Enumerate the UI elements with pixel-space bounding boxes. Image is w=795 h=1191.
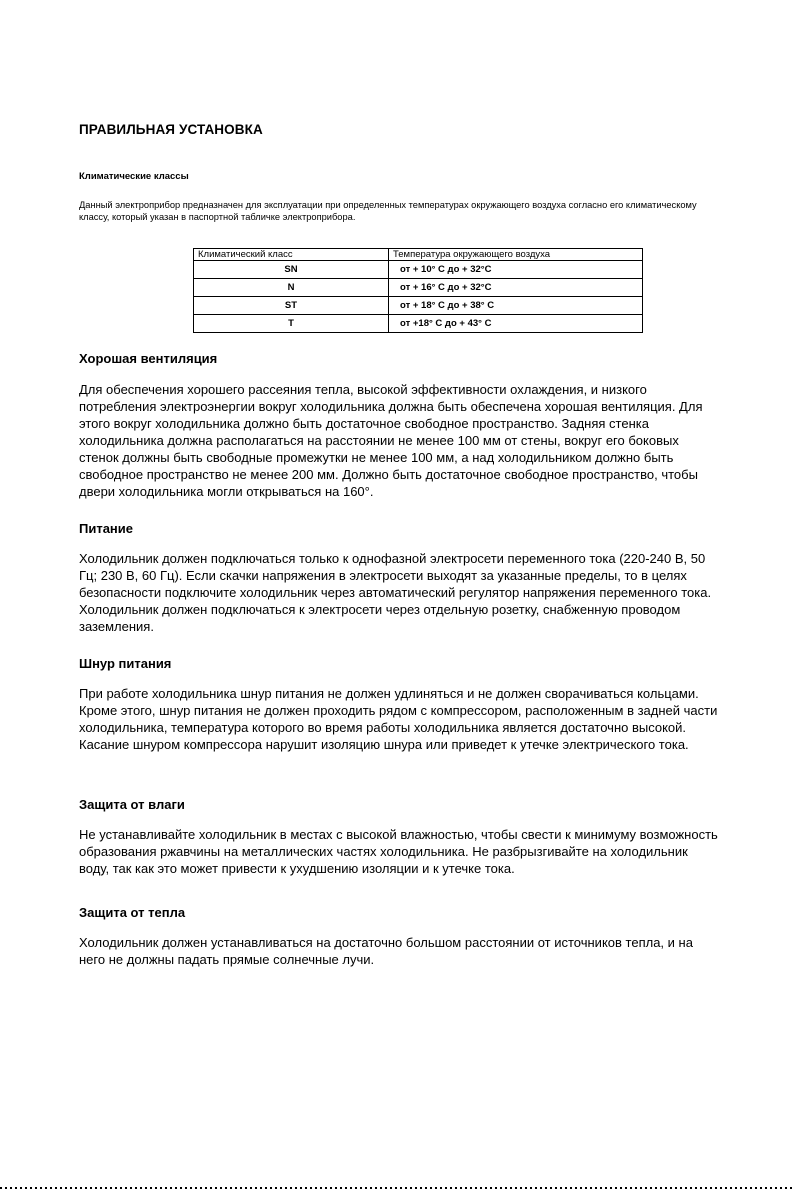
table-cell-temperature: от + 16° С до + 32°С	[389, 279, 643, 297]
section-heading: Питание	[79, 521, 134, 536]
section-heading: Шнур питания	[79, 656, 172, 671]
table-row	[194, 279, 643, 297]
table-cell-temperature: от +18° С до + 43° С	[389, 315, 643, 333]
section-heading: Защита от тепла	[79, 905, 186, 920]
table-cell-class: ST	[194, 297, 389, 315]
table-row	[194, 315, 643, 333]
section-text: Для обеспечения хорошего рассеяния тепла, высокой эффективности охлаждения, и низкого потребления электроэнергии вокруг холодильника должна быть обеспечена хорошая вентиляция. Для этого вокруг холодильника должно быть достаточное свободное пространство. Задняя стенка холодильника должна располагаться на расстоянии не менее 100 мм от стены, вокруг его боковых стенок должны быть свободные промежутки не менее 100 мм, а над холодильником должно быть свободное пространство не менее 200 мм. Должно быть достаточное свободное пространство, чтобы двери холодильника могли открываться на 160°.	[79, 382, 703, 499]
table-cell-temperature: от + 18° С до + 38° С	[389, 297, 643, 315]
section-text: При работе холодильника шнур питания не должен удлиняться и не должен сворачиваться кольцами. Кроме этого, шнур питания не должен проходить рядом с компрессором, расположенным в задней части холодильника, температура которого во время работы холодильника является достаточно высокой. Касание шнуром компрессора нарушит изоляцию шнура или приведет к утечке электрического тока.	[79, 686, 718, 752]
section-heat-protection	[79, 905, 719, 968]
table-cell-class: T	[194, 315, 389, 333]
section-text: Не устанавливайте холодильник в местах с высокой влажностью, чтобы свести к минимуму возможность образования ржавчины на металлических частях холодильника. Не разбрызгивайте на холодильник воду, так как это может привести к ухудшению изоляции и к утечке тока.	[79, 827, 718, 876]
table-header-temperature: Температура окружающего воздуха	[389, 249, 643, 261]
page-title: ПРАВИЛЬНАЯ УСТАНОВКА	[79, 122, 263, 137]
section-heading: Хорошая вентиляция	[79, 351, 218, 366]
section-power	[79, 521, 719, 635]
section-ventilation	[79, 351, 719, 500]
climate-classes-heading: Климатические классы	[79, 171, 189, 182]
section-moisture-protection	[79, 797, 719, 877]
climate-intro-text: Данный электроприбор предназначен для эксплуатации при определенных температурах окружающего воздуха согласно его климатическому классу, который указан в паспортной табличке электроприбора.	[79, 200, 697, 222]
section-text: Холодильник должен устанавливаться на достаточно большом расстоянии от источников тепла, и на него не должны падать прямые солнечные лучи.	[79, 935, 693, 967]
section-heading: Защита от влаги	[79, 797, 185, 812]
table-cell-class: SN	[194, 261, 389, 279]
table-header-row	[194, 249, 643, 261]
page-bottom-edge	[0, 1187, 795, 1189]
table-row	[194, 261, 643, 279]
table-cell-class: N	[194, 279, 389, 297]
section-text: Холодильник должен подключаться только к однофазной электросети переменного тока (220-240 В, 50 Гц; 230 В, 60 Гц). Если скачки напряжения в электросети выходят за указанные пределы, то в целях безопасности подключите холодильник через автоматический регулятор напряжения переменного тока. Холодильник должен подключаться к электросети через отдельную розетку, снабженную проводом заземления.	[79, 551, 712, 634]
table-cell-temperature: от + 10° С до + 32°С	[389, 261, 643, 279]
section-power-cord	[79, 656, 719, 753]
table-header-class: Климатический класс	[194, 249, 389, 261]
table-row	[194, 297, 643, 315]
climate-class-table	[193, 248, 643, 333]
